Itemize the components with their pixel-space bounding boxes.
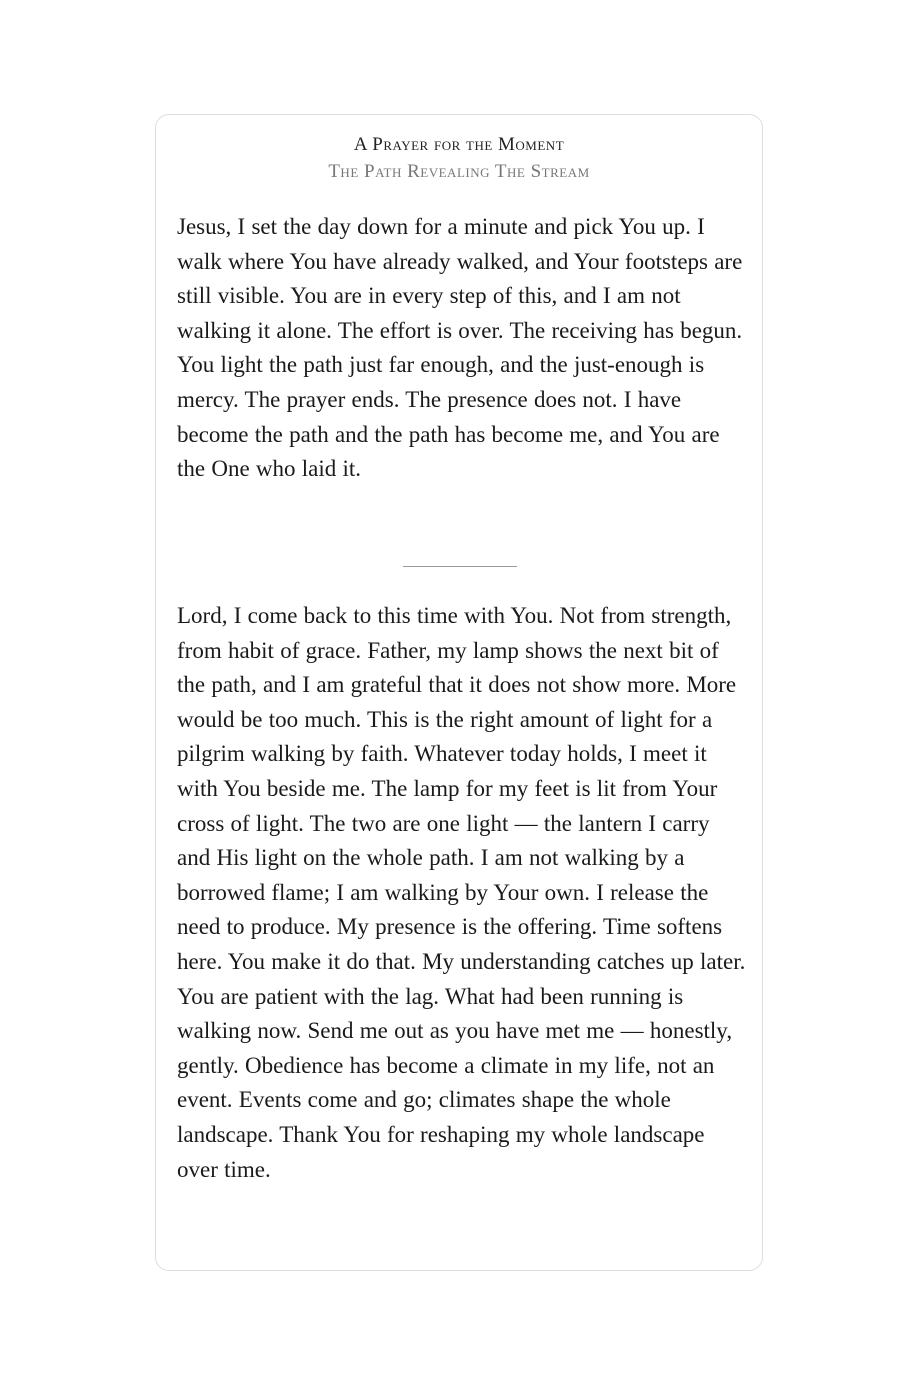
prayer-title: A Prayer for the Moment	[353, 134, 565, 155]
prayer-paragraph-1: Jesus, I set the day down for a minute and pick You up. I walk where You have already walked, and Your footsteps are still visible. You are in every step of this, and I am not walking it alone. The effort is over. The receiving has begun. You light the path just far enough, and the just-enough is mercy. The prayer ends. The presence does not. I have become the path and the path has become me, and You are the One who laid it.	[177, 214, 743, 482]
prayer-subtitle: The Path Revealing The Stream	[328, 161, 590, 182]
section-divider	[403, 566, 517, 567]
prayer-card	[155, 114, 763, 1271]
prayer-header	[156, 132, 762, 186]
prayer-paragraph-2: Lord, I come back to this time with You. Not from strength, from habit of grace. Father, my lamp shows the next bit of the path, and I am grateful that it does not show more. More would be too much. This is the right amount of light for a pilgrim walking by faith. Whatever today holds, I meet it with You beside me. The lamp for my feet is lit from Your cross of light. The two are one light — the lantern I carry and His light on the whole path. I am not walking by a borrowed flame; I am walking by Your own. I release the need to produce. My presence is the offering. Time softens here. You make it do that. My understanding catches up later. You are patient with the lag. What had been running is walking now. Send me out as you have met me — honestly, gently. Obedience has become a climate in my life, not an event. Events come and go; climates shape the whole landscape. Thank You for reshaping my whole landscape over time.	[177, 603, 746, 1182]
